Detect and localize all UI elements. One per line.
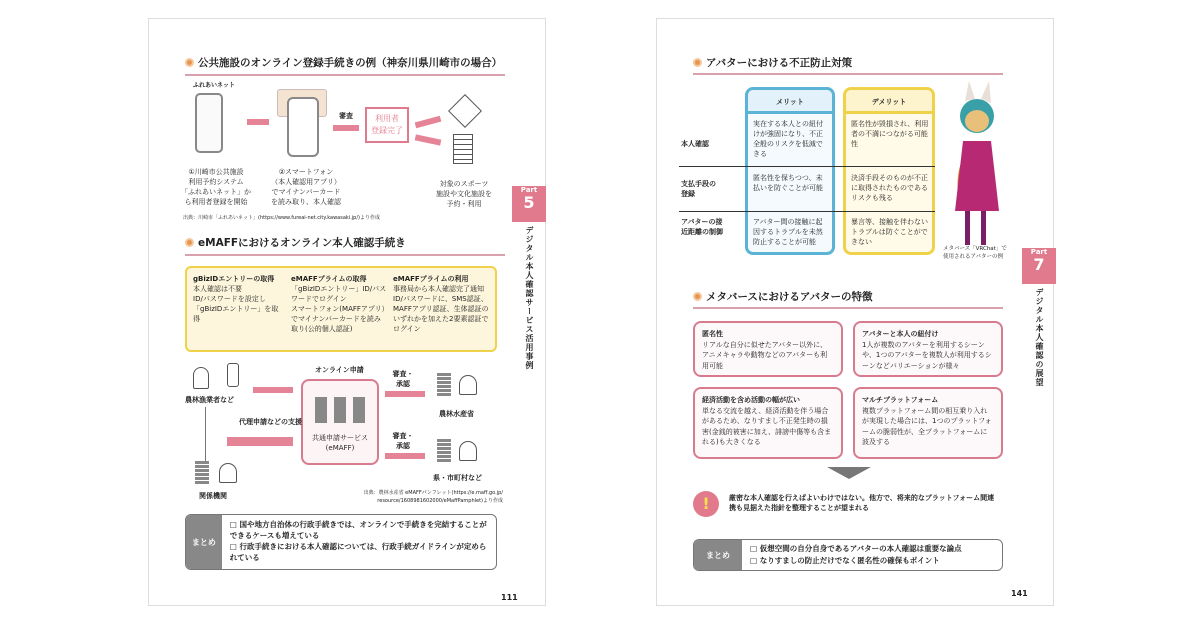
phone-icon [227,363,239,387]
line: 「ふれあいネット」か [181,188,251,196]
local-label: 県・市町村など [433,474,482,482]
col-title: gBizIDエントリーの取得 [193,275,275,283]
section-heading [693,55,852,70]
col-title: eMAFFプライムの取得 [291,275,367,283]
row-label: 本人確認 [681,140,709,148]
demerit-cell: 暴言等、接触を伴わないトラブルは防ぐことができない [851,218,928,246]
col-item: スマートフォン(MAFFアプリ）でマイナンバーカードを読み取り(公的個人認証) [291,305,386,333]
arrow-icon [415,116,442,129]
bullet-icon [693,292,702,301]
merit-cell: 実在する本人との紐付けが強固になり、不正全般のリスクを低減できる [753,120,823,158]
merit-header: メリット [748,90,832,114]
merit-cell: アバター間の接触に起因するトラブルを未然防止することが可能 [753,218,823,246]
building-icon [453,134,473,164]
server-icon [315,397,365,423]
bullet-icon [693,58,702,67]
summary-item: □ 国や地方自治体の行政手続きでは、オンラインで手続きを完結することができるケースも増えている [229,520,487,540]
summary-label: まとめ [694,540,742,570]
farmer-label: 農林漁業者など [185,396,234,404]
card-title: アバターと本人の紐付け [862,330,939,338]
app-name: ふれあいネット [193,82,236,89]
feature-card [693,387,843,459]
line: （本人確認用アプリ） [271,178,341,186]
col-item: ID/パスワードを設定し「gBizIDエントリー」を取得 [193,295,279,323]
heading-text: アバターにおける不正防止対策 [706,57,853,69]
emaff-steps-box [185,266,497,352]
exclamation-icon: ! [693,491,719,517]
feature-card [693,321,843,377]
server-icon [437,373,451,397]
support-label: 代理申請などの支援 [239,418,302,426]
step-col [291,274,387,334]
page-number: 141 [1011,589,1028,598]
line: (eMAFF) [325,444,355,452]
section-heading [185,235,406,250]
part-title: デジタル本人確認サービス活用事例 [525,226,534,370]
divider [185,74,505,76]
person-icon [459,441,477,461]
review-label: 審査 [339,112,353,120]
summary-item: □ 仮想空間の自分自身であるアバターの本人確認は重要な論点 [750,544,962,553]
row-label: アバターの接近距離の制御 [681,218,723,236]
arrow-icon [247,119,269,125]
line: 出典：農林水産省 eMAFFパンフレット(https://e.maff.go.jp/ [363,490,503,496]
double-arrow-icon [253,387,293,393]
arrow-icon [415,134,442,145]
section-heading [693,289,873,304]
line: 使用されるアバターの例 [943,254,1004,260]
step2-text [261,167,351,207]
card-body: 単なる交流を越え、経済活動を伴う場合があるため、なりすまし不正発生時の損害(金銭的被害に加え、誹謗中傷等も含まれる)も大きくなる [702,406,832,446]
line: ら利用者登録を開始 [184,198,248,206]
divider [185,254,505,256]
page-number: 111 [501,593,518,602]
row-divider [679,166,935,167]
down-arrow-icon [205,407,206,463]
summary-label: まとめ [186,515,222,569]
summary-box [693,539,1003,571]
phone-icon [195,93,223,153]
line: resource/1608981602000/eMaffPamphlet)より作成 [377,498,503,504]
merit-cell: 匿名性を保ちつつ、未払いを防ぐことが可能 [753,174,823,192]
part-tab [1022,248,1056,284]
line: メタバース「VRChat」で [943,246,1007,252]
registration-complete-box [365,107,409,143]
review-label [389,431,417,451]
divider [693,307,1003,309]
person-icon [219,463,237,483]
farmer-icon [193,367,209,389]
row-label: 支払手段の登録 [681,180,716,198]
line: 承認 [396,380,410,388]
part-label: Part [1030,248,1048,256]
facility-text [419,179,509,209]
col-item: 本人確認は不要 [193,285,242,293]
summary-box [185,514,497,570]
line: 予約・利用 [446,200,482,208]
line: 対象のスポーツ [439,180,489,188]
server-icon [195,461,209,485]
left-page [148,18,546,606]
double-arrow-icon [385,391,425,397]
heading-text: メタバースにおけるアバターの特徴 [706,291,873,303]
baseball-field-icon [448,94,482,128]
arrow-icon [333,125,359,131]
line: 審査・ [392,370,414,378]
line: 審査・ [392,432,414,440]
emaff-service-box [301,379,379,465]
line: ②スマートフォン [278,168,334,176]
card-title: マルチプラットフォーム [862,396,939,404]
avatar-image [947,81,1007,251]
card-body: 1人が複数のアバターを利用するシーンや、1つのアバターを複数人が利用するシーンなどバリエーションが様々 [862,340,992,370]
down-triangle-icon [827,467,871,479]
online-label: オンライン申請 [315,366,364,374]
double-arrow-icon [385,453,425,459]
part-label: Part [520,186,538,194]
feature-card [853,321,1003,377]
server-icon [437,439,451,463]
step-col [393,274,493,334]
smartphone-icon [287,97,319,157]
part-tab [512,186,546,222]
heading-text: eMAFFにおけるオンライン本人確認手続き [198,237,406,249]
complete-line: 利用者 [375,114,399,123]
step1-text [179,167,253,207]
col-item: 「gBizIDエントリー」ID/パスワードでログイン [291,285,387,303]
card-title: 経済活動を含め活動の幅が広い [702,396,800,404]
part-number: 5 [523,193,535,212]
complete-line: 登録完了 [371,126,403,135]
service-text [303,433,377,453]
card-body: リアルな自分に似せたアバター以外に、アニメキャラや動物などのアバターも利用可能 [702,340,828,370]
col-item: 事務局から本人確認完了通知 [393,285,484,293]
note-text: 厳密な本人確認を行えばよいわけではない。他方で、将来的なプラットフォーム間連携も見据えた指針を整理することが望まれる [729,494,995,512]
person-icon [459,375,477,395]
step-col [193,274,285,324]
demerit-cell: 決済手段そのものが不正に取得されたものであるリスクも残る [851,174,928,202]
bullet-icon [185,58,194,67]
line: でマイナンバーカード [271,188,341,196]
related-label: 関係機関 [199,492,227,500]
card-title: 匿名性 [702,330,723,338]
summary-item: □ なりすましの防止だけでなく匿名性の確保もポイント [750,556,940,565]
line: 施設や文化施設を [436,190,492,198]
ministry-label: 農林水産省 [439,410,474,418]
line: 共通申請サービス [312,434,368,442]
col-title: eMAFFプライムの利用 [393,275,469,283]
line: 利用予約システム [188,178,244,186]
bullet-icon [185,238,194,247]
right-page [656,18,1054,606]
feature-card [853,387,1003,459]
demerit-cell: 匿名性が毀損され、利用者の不満につながる可能性 [851,120,929,148]
review-label [389,369,417,389]
part-number: 7 [1033,255,1045,274]
source-note: 出典：川崎市「ふれあいネット」(https://www.fureai-net.city.kawasaki.jp/)より作成 [183,215,380,221]
section-heading [185,55,502,70]
row-divider [679,211,935,212]
avatar-caption [943,245,1023,261]
summary-item: □ 行政手続きにおける本人確認については、行政手続ガイドラインが定められている [229,542,487,562]
divider [693,73,1003,75]
col-item: ID/パスワードに、SMS認証、MAFFアプリ認証、生体認証のいずれかを加えた2要素認証でログイン [393,295,489,333]
line: ①川崎市公共施設 [188,168,244,176]
demerit-header: デメリット [846,90,932,114]
line: を読み取り、本人確認 [271,198,341,206]
card-body: 複数プラットフォーム間の相互乗り入れが実現した場合には、1つのプラットフォームの脆弱性が、全プラットフォームに波及する [862,406,992,446]
line: 承認 [396,442,410,450]
source-note [329,489,503,505]
heading-text: 公共施設のオンライン登録手続きの例（神奈川県川崎市の場合） [198,57,503,69]
support-arrow-icon [227,437,293,446]
part-title: デジタル本人確認の展望 [1035,288,1044,387]
